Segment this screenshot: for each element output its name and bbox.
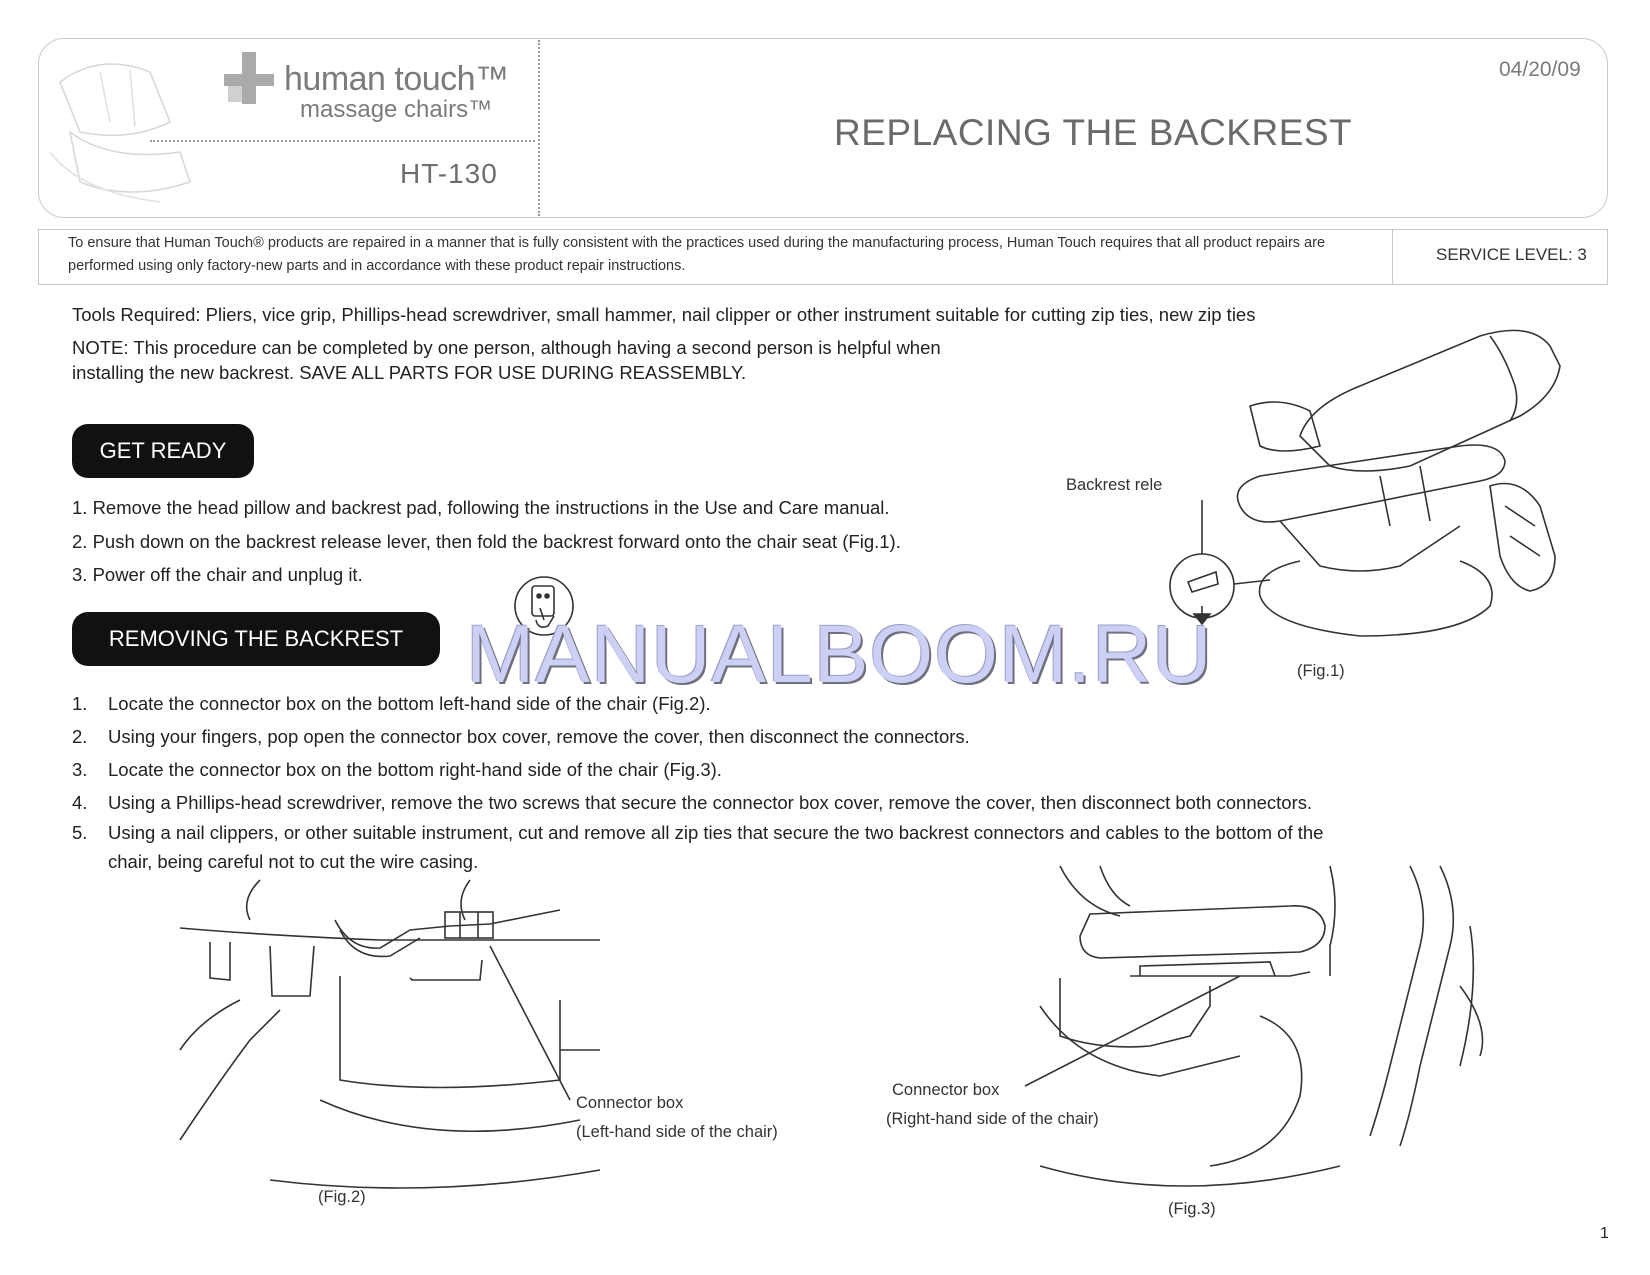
page-number: 1 xyxy=(1600,1225,1609,1242)
removing-step-4: 4. Using a Phillips-head screwdriver, remove the two screws that secure the connector box cover, remove the cover, then disconnect both connectors. xyxy=(72,792,1313,813)
fig1-caption: (Fig.1) xyxy=(1297,662,1345,680)
brand-logo-icon xyxy=(224,52,276,104)
removing-step-5-continued: chair, being careful not to cut the wire casing. xyxy=(108,851,479,872)
repair-notice: To ensure that Human Touch® products are repaired in a manner that is fully consistent with the practices used during the manufacturing process, Human Touch requires that all product repairs are performed using only factory-new parts and in accordance with these product repair instructions. xyxy=(68,235,1326,274)
fig2-sublabel: (Left-hand side of the chair) xyxy=(576,1123,778,1141)
notice-divider xyxy=(1392,229,1393,285)
fig2-label: Connector box xyxy=(576,1094,684,1112)
fig2-illustration xyxy=(180,880,610,1200)
removing-backrest-heading: REMOVING THE BACKREST xyxy=(72,612,440,666)
fig3-caption: (Fig.3) xyxy=(1168,1200,1216,1218)
fig3-illustration xyxy=(1040,866,1500,1196)
removing-step-5: 5. Using a nail clippers, or other suitable instrument, cut and remove all zip ties that secure the two backrest connectors and cables to the bottom of the xyxy=(72,822,1324,843)
removing-step-1: 1. Locate the connector box on the bottom left-hand side of the chair (Fig.2). xyxy=(72,693,711,714)
get-ready-step-3: 3. Power off the chair and unplug it. xyxy=(72,564,363,585)
note-line-1: NOTE: This procedure can be completed by one person, although having a second person is helpful when xyxy=(72,337,941,358)
get-ready-step-1: 1. Remove the head pillow and backrest pad, following the instructions in the Use and Care manual. xyxy=(72,497,890,518)
fig3-sublabel: (Right-hand side of the chair) xyxy=(886,1110,1099,1128)
tools-required: Tools Required: Pliers, vice grip, Phillips-head screwdriver, small hammer, nail clipper or other instrument suitable for cutting zip ties, new zip ties xyxy=(72,304,1256,325)
header-dotted-rule xyxy=(150,140,535,142)
model-number: HT-130 xyxy=(400,158,498,189)
brand-name: human touch™ xyxy=(284,60,509,98)
watermark: MANUALBOOM.RU xyxy=(466,609,1213,700)
fig3-label: Connector box xyxy=(892,1081,1000,1099)
fig2-caption: (Fig.2) xyxy=(318,1188,366,1206)
page-title: REPLACING THE BACKREST xyxy=(834,112,1353,153)
get-ready-heading: GET READY xyxy=(72,424,254,478)
note-line-2: installing the new backrest. SAVE ALL PARTS FOR USE DURING REASSEMBLY. xyxy=(72,362,747,383)
document-date: 04/20/09 xyxy=(1499,58,1581,81)
header-chair-sketch xyxy=(40,42,190,212)
service-level: SERVICE LEVEL: 3 xyxy=(1436,245,1587,264)
brand-subtitle: massage chairs™ xyxy=(300,96,493,123)
get-ready-step-2: 2. Push down on the backrest release lever, then fold the backrest forward onto the chair seat (Fig.1). xyxy=(72,531,901,552)
removing-step-2: 2. Using your fingers, pop open the connector box cover, remove the cover, then disconnect the connectors. xyxy=(72,726,970,747)
header-divider xyxy=(538,40,540,216)
fig1-label: Backrest rele xyxy=(1066,476,1163,494)
removing-step-3: 3. Locate the connector box on the bottom right-hand side of the chair (Fig.3). xyxy=(72,759,722,780)
